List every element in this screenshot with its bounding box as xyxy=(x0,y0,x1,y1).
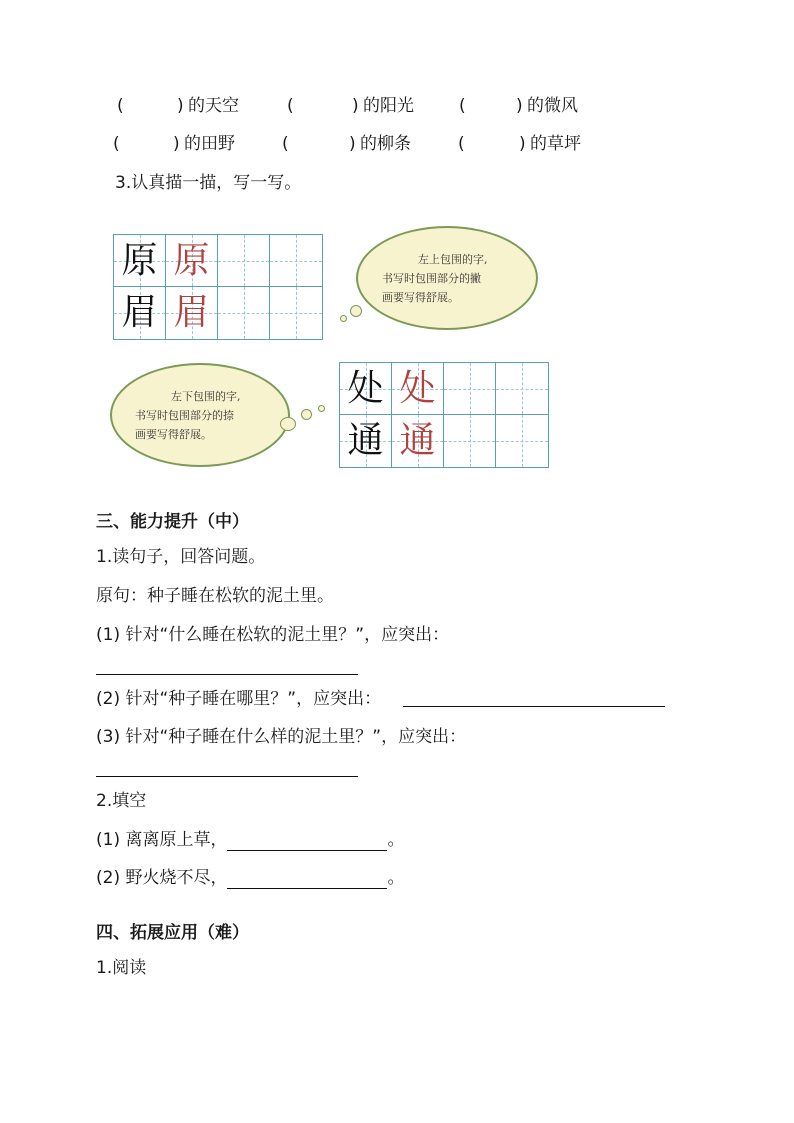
trace-char-cell[interactable]: 原 xyxy=(166,235,218,287)
empty-writing-cell[interactable] xyxy=(270,235,322,287)
q1-item-3: (3) 针对“种子睡在什么样的泥土里？”，应突出： xyxy=(96,727,467,747)
thought-dot xyxy=(280,417,296,431)
period: 。 xyxy=(387,830,405,850)
q1-item-1: (1) 针对“什么睡在松软的泥土里？”，应突出： xyxy=(96,625,450,645)
blank-word: 的微风 xyxy=(527,96,578,116)
tip-line: 画要写得舒展。 xyxy=(382,290,459,304)
blank-answer[interactable] xyxy=(475,95,515,115)
period: 。 xyxy=(387,868,405,888)
answer-line[interactable] xyxy=(227,832,387,851)
empty-writing-cell[interactable] xyxy=(270,287,322,339)
model-char-cell: 处 xyxy=(340,363,392,415)
tip-line: 书写时包围部分的捺 xyxy=(135,408,234,422)
q1-title: 1.读句子，回答问题。 xyxy=(96,547,266,567)
tip-line: 左上包围的字, xyxy=(418,252,488,266)
blank-open: ( xyxy=(459,96,466,116)
empty-writing-cell[interactable] xyxy=(496,415,548,467)
tip-line: 左下包围的字, xyxy=(171,389,241,403)
model-char-cell: 原 xyxy=(114,235,166,287)
model-char-cell: 通 xyxy=(340,415,392,467)
answer-line[interactable] xyxy=(227,870,387,889)
tracing-grid-bottom xyxy=(339,362,549,468)
answer-line[interactable] xyxy=(96,758,358,777)
blank-answer[interactable] xyxy=(303,95,343,115)
blank-word: 的草坪 xyxy=(530,134,581,154)
blank-open: ( xyxy=(117,96,124,116)
blank-close: ) xyxy=(349,134,356,154)
blank-open: ( xyxy=(287,96,294,116)
blank-close: ) xyxy=(519,134,526,154)
blank-answer[interactable] xyxy=(298,133,338,153)
empty-writing-cell[interactable] xyxy=(496,363,548,415)
blank-open: ( xyxy=(113,134,120,154)
blank-open: ( xyxy=(458,134,465,154)
blank-word: 的阳光 xyxy=(363,96,414,116)
blank-close: ) xyxy=(177,96,184,116)
blank-close: ) xyxy=(516,96,523,116)
blank-answer[interactable] xyxy=(133,95,173,115)
blank-word: 的柳条 xyxy=(360,134,411,154)
thought-dot xyxy=(350,305,362,317)
tip-line: 画要写得舒展。 xyxy=(135,427,212,441)
tracing-grid-top xyxy=(113,234,323,340)
section4-q1-title: 1.阅读 xyxy=(96,958,147,978)
blank-open: ( xyxy=(282,134,289,154)
poem-line: (1) 离离原上草， xyxy=(96,830,228,850)
thought-dot xyxy=(318,405,325,412)
blank-answer[interactable] xyxy=(474,133,514,153)
task3-title: 3.认真描一描，写一写。 xyxy=(115,173,302,193)
blank-close: ) xyxy=(173,134,180,154)
blank-close: ) xyxy=(352,96,359,116)
trace-char-cell[interactable]: 处 xyxy=(392,363,444,415)
writing-tip-bubble-top xyxy=(356,226,538,330)
answer-line[interactable] xyxy=(96,656,358,675)
section4-heading: 四、拓展应用（难） xyxy=(96,923,249,943)
q2-title: 2.填空 xyxy=(96,791,147,811)
poem-line: (2) 野火烧不尽， xyxy=(96,868,228,888)
answer-line[interactable] xyxy=(403,688,665,707)
empty-writing-cell[interactable] xyxy=(444,363,496,415)
q2-item-2 xyxy=(96,867,404,889)
model-char-cell: 眉 xyxy=(114,287,166,339)
thought-dot xyxy=(340,315,347,322)
q1-original-sentence: 原句：种子睡在松软的泥土里。 xyxy=(96,586,334,606)
empty-writing-cell[interactable] xyxy=(444,415,496,467)
trace-char-cell[interactable]: 眉 xyxy=(166,287,218,339)
writing-tip-bubble-bottom xyxy=(110,363,290,467)
blank-word: 的田野 xyxy=(184,134,235,154)
section3-heading: 三、能力提升（中） xyxy=(96,512,249,532)
trace-char-cell[interactable]: 通 xyxy=(392,415,444,467)
blank-answer[interactable] xyxy=(129,133,169,153)
thought-dot xyxy=(301,409,312,420)
empty-writing-cell[interactable] xyxy=(218,287,270,339)
empty-writing-cell[interactable] xyxy=(218,235,270,287)
q2-item-1 xyxy=(96,829,404,851)
q1-item-2: (2) 针对“种子睡在哪里？”，应突出： xyxy=(96,689,382,709)
tip-line: 书写时包围部分的撇 xyxy=(382,271,481,285)
blank-word: 的天空 xyxy=(188,96,239,116)
